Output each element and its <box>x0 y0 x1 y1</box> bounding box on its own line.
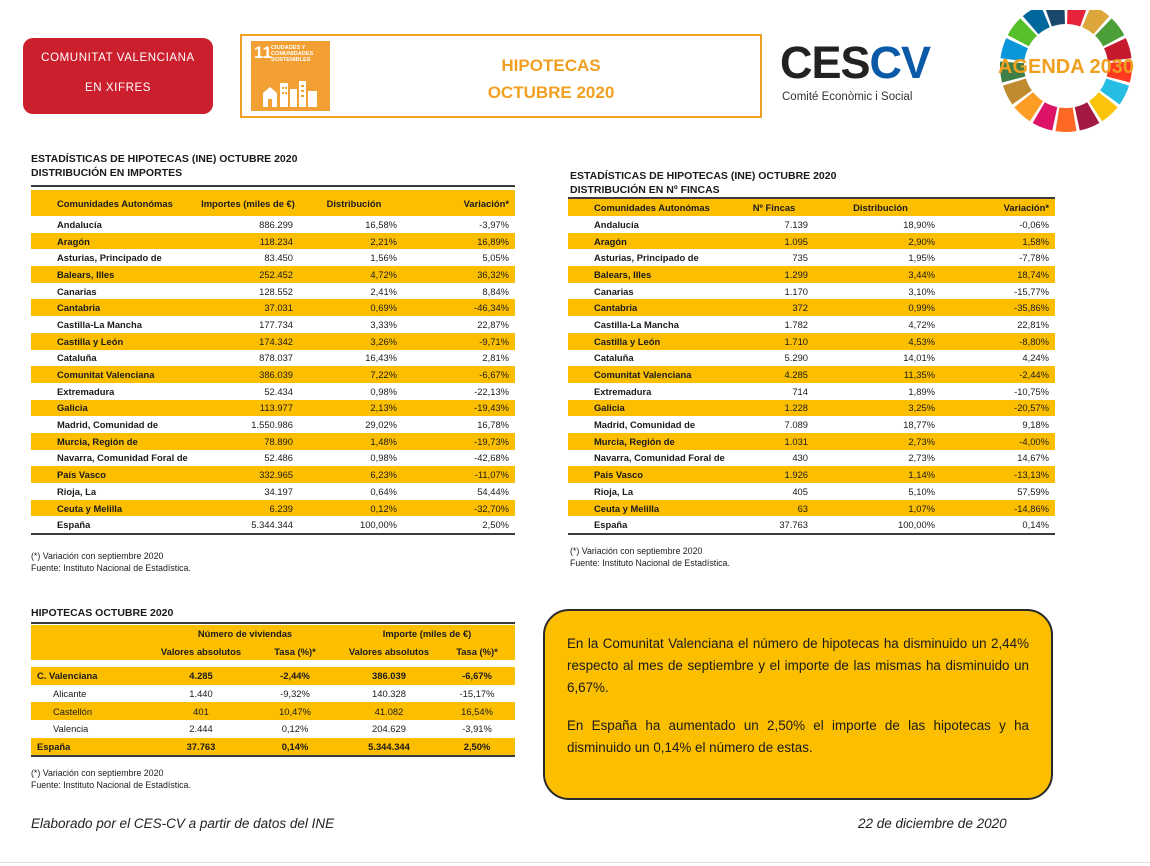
importes-table <box>31 190 515 535</box>
value-cell: 0,99% <box>820 299 941 316</box>
table-row <box>31 466 515 483</box>
table-row <box>568 450 1055 467</box>
table-row <box>31 316 515 333</box>
table-row <box>31 450 515 467</box>
region-cell: Cantabria <box>31 299 191 316</box>
value-cell: 9,18% <box>1022 419 1049 431</box>
value-cell: 3,25% <box>820 400 941 417</box>
value-cell: -19,43% <box>403 400 515 417</box>
value-cell: 2,41% <box>370 285 397 297</box>
table-row <box>568 283 1055 300</box>
region-cell: Murcia, Región de <box>568 433 728 450</box>
value-cell: 177.734 <box>259 318 293 330</box>
value-cell: -10,75% <box>1014 385 1049 397</box>
table-row <box>31 249 515 266</box>
value-cell: -42,68% <box>474 452 509 464</box>
region-cell: Ceuta y Melilla <box>568 500 728 517</box>
value-cell: 52.434 <box>264 385 293 397</box>
table-row <box>568 400 1055 417</box>
region-cell: Castilla y León <box>568 333 728 350</box>
hipotecas-notes: (*) Variación con septiembre 2020 Fuente: Instituto Nacional de Estadística. <box>31 768 191 790</box>
region-cell: País Vasco <box>568 466 728 483</box>
region-cell: Cantabria <box>568 299 728 316</box>
region-cell: Castilla y León <box>31 333 191 350</box>
value-cell: 1.031 <box>728 433 820 450</box>
value-cell: 4,72% <box>305 266 403 283</box>
value-cell: 430 <box>792 452 808 464</box>
value-cell: -7,78% <box>1019 252 1049 264</box>
value-cell: 54,44% <box>477 485 509 497</box>
value-cell: 4,72% <box>908 318 935 330</box>
page-title: HIPOTECAS <box>501 56 601 75</box>
col-header: Comunidades Autonómas <box>31 190 191 216</box>
fincas-table <box>568 199 1055 535</box>
table-row <box>31 400 515 417</box>
value-cell: 22,87% <box>477 318 509 330</box>
value-cell: 1,56% <box>370 252 397 264</box>
value-cell: 2,73% <box>820 433 941 450</box>
value-cell: 1,07% <box>820 500 941 517</box>
value-cell: 1,58% <box>941 233 1055 250</box>
value-cell: 2,50% <box>403 516 515 534</box>
importes-top-rule <box>31 185 515 187</box>
hipotecas-section-title: HIPOTECAS OCTUBRE 2020 <box>31 607 174 619</box>
table-row: Castellón 401 10,47% 41.082 16,54% <box>31 702 515 720</box>
table-row <box>31 283 515 300</box>
value-cell: 2,81% <box>482 352 509 364</box>
table-row <box>568 350 1055 367</box>
value-cell: 174.342 <box>191 333 305 350</box>
sdg-11-icon: 11 CIUDADES Y COMUNIDADES SOSTENIBLES <box>251 41 330 111</box>
value-cell: 886.299 <box>259 218 293 230</box>
value-cell: 52.486 <box>264 452 293 464</box>
table-row: España 37.763 0,14% 5.344.344 2,50% <box>31 738 515 757</box>
value-cell: 2,21% <box>305 233 403 250</box>
value-cell: 83.450 <box>264 252 293 264</box>
value-cell: 0,12% <box>305 500 403 517</box>
value-cell: 3,33% <box>370 318 397 330</box>
sdg-wheel-segment <box>1055 107 1076 132</box>
value-cell: 4,53% <box>820 333 941 350</box>
col-header: Nº Fincas <box>728 199 820 216</box>
region-cell: Andalucía <box>57 218 102 230</box>
value-cell: 714 <box>792 385 808 397</box>
region-cell: Castilla-La Mancha <box>57 318 142 330</box>
region-cell: Balears, Illes <box>31 266 191 283</box>
table-row <box>31 500 515 517</box>
value-cell: 5,10% <box>908 485 935 497</box>
region-cell: Asturias, Principado de <box>594 252 699 264</box>
region-cell: Navarra, Comunidad Foral de <box>594 452 725 464</box>
value-cell: 8,84% <box>482 285 509 297</box>
cescv-logo-subtitle: Comité Econòmic i Social <box>782 91 913 103</box>
table-row <box>568 416 1055 433</box>
table-row <box>568 249 1055 266</box>
value-cell: -22,13% <box>474 385 509 397</box>
value-cell: 37.763 <box>728 516 820 534</box>
region-cell: Comunitat Valenciana <box>568 366 728 383</box>
table-row <box>31 366 515 383</box>
table-row <box>568 500 1055 517</box>
sub-header: Tasa (%)* <box>251 643 339 661</box>
table-row <box>31 216 515 233</box>
hipotecas-table <box>31 625 515 757</box>
value-cell: 113.977 <box>191 400 305 417</box>
table-row <box>31 333 515 350</box>
table-row <box>31 233 515 250</box>
value-cell: -46,34% <box>403 299 515 316</box>
col-header: Variación* <box>403 190 515 216</box>
value-cell: 36,32% <box>403 266 515 283</box>
value-cell: -6,67% <box>403 366 515 383</box>
value-cell: 57,59% <box>1017 485 1049 497</box>
region-cell: Balears, Illes <box>568 266 728 283</box>
value-cell: -8,80% <box>941 333 1055 350</box>
badge-line-1: COMUNITAT VALENCIANA <box>41 52 195 64</box>
value-cell: 37.031 <box>191 299 305 316</box>
fincas-section-title: ESTADÍSTICAS DE HIPOTECAS (INE) OCTUBRE 2020 DISTRIBUCIÓN EN Nº FINCAS <box>570 170 837 196</box>
sub-header: Tasa (%)* <box>439 643 515 661</box>
value-cell: 1.926 <box>728 466 820 483</box>
title-box <box>240 34 762 118</box>
value-cell: 1.550.986 <box>251 419 293 431</box>
region-cell: Aragón <box>31 233 191 250</box>
value-cell: 5.344.344 <box>191 516 305 534</box>
value-cell: 1.782 <box>784 318 808 330</box>
value-cell: -20,57% <box>941 400 1055 417</box>
table-row <box>568 383 1055 400</box>
value-cell: -11,07% <box>403 466 515 483</box>
table-row <box>568 216 1055 233</box>
value-cell: 332.965 <box>191 466 305 483</box>
footer-source: Elaborado por el CES-CV a partir de datos del INE <box>31 816 335 831</box>
region-cell: País Vasco <box>31 466 191 483</box>
value-cell: 3,44% <box>820 266 941 283</box>
value-cell: 1.170 <box>784 285 808 297</box>
table-row <box>568 466 1055 483</box>
sub-header: Valores absolutos <box>339 643 439 661</box>
col-header: Distribución <box>820 199 941 216</box>
value-cell: 16,58% <box>365 218 397 230</box>
value-cell: -9,71% <box>403 333 515 350</box>
table-row <box>568 316 1055 333</box>
region-cell: España <box>568 516 728 534</box>
importes-section-title: ESTADÍSTICAS DE HIPOTECAS (INE) OCTUBRE 2020 DISTRIBUCIÓN EN IMPORTES <box>31 153 298 179</box>
value-cell: 78.890 <box>191 433 305 450</box>
summary-paragraph-2: En España ha aumentado un 2,50% el importe de las hipotecas y ha disminuido un 0,14% el número de estas. <box>567 718 1029 755</box>
value-cell: 18,77% <box>903 419 935 431</box>
table-row <box>31 266 515 283</box>
value-cell: 0,98% <box>370 452 397 464</box>
value-cell: 22,81% <box>1017 318 1049 330</box>
importes-notes: (*) Variación con septiembre 2020 Fuente: Instituto Nacional de Estadística. <box>31 551 191 573</box>
value-cell: 7.139 <box>784 218 808 230</box>
region-cell: Extremadura <box>57 385 115 397</box>
table-row <box>568 266 1055 283</box>
value-cell: 16,89% <box>403 233 515 250</box>
region-cell: Madrid, Comunidad de <box>594 419 696 431</box>
region-cell: Ceuta y Melilla <box>31 500 191 517</box>
page-subtitle: OCTUBRE 2020 <box>487 83 615 102</box>
region-cell: Comunitat Valenciana <box>31 366 191 383</box>
badge-line-2: EN XIFRES <box>84 82 152 94</box>
table-row <box>31 350 515 367</box>
value-cell: 29,02% <box>365 419 397 431</box>
region-cell: Castilla-La Mancha <box>594 318 679 330</box>
value-cell: 14,67% <box>1017 452 1049 464</box>
region-cell: Rioja, La <box>594 485 634 497</box>
value-cell: 18,90% <box>903 218 935 230</box>
region-cell: Asturias, Principado de <box>57 252 162 264</box>
col-header: Comunidades Autonómas <box>568 199 728 216</box>
value-cell: 16,43% <box>365 352 397 364</box>
value-cell: -2,44% <box>941 366 1055 383</box>
table-row <box>31 299 515 316</box>
table-row <box>31 433 515 450</box>
value-cell: 1,95% <box>908 252 935 264</box>
value-cell: 252.452 <box>191 266 305 283</box>
region-cell: Galicia <box>568 400 728 417</box>
value-cell: 372 <box>728 299 820 316</box>
group-header: Número de viviendas <box>151 625 339 643</box>
table-row: C. Valenciana 4.285 -2,44% 386.039 -6,67% <box>31 667 515 685</box>
value-cell: 0,69% <box>305 299 403 316</box>
hipotecas-top-rule <box>31 622 515 624</box>
region-cell: Murcia, Región de <box>31 433 191 450</box>
value-cell: 1,14% <box>820 466 941 483</box>
col-header: Distribución <box>305 190 403 216</box>
region-cell: Andalucía <box>594 218 639 230</box>
agenda-2030-logo <box>988 10 1144 132</box>
table-row <box>31 483 515 500</box>
value-cell: -0,06% <box>1019 218 1049 230</box>
region-cell: Canarias <box>57 285 97 297</box>
value-cell: -19,73% <box>403 433 515 450</box>
col-header: Importes (miles de €) <box>191 190 305 216</box>
value-cell: -15,77% <box>1014 285 1049 297</box>
value-cell: 1.228 <box>728 400 820 417</box>
value-cell: 7,22% <box>305 366 403 383</box>
region-cell: Cataluña <box>57 352 97 364</box>
value-cell: 2,13% <box>305 400 403 417</box>
value-cell: -35,86% <box>941 299 1055 316</box>
agenda-2030-text: AGENDA 2030 <box>998 56 1134 78</box>
value-cell: -3,97% <box>479 218 509 230</box>
value-cell: 5,05% <box>482 252 509 264</box>
value-cell: 3,26% <box>305 333 403 350</box>
value-cell: 735 <box>792 252 808 264</box>
value-cell: 118.234 <box>191 233 305 250</box>
value-cell: 2,73% <box>908 452 935 464</box>
value-cell: 128.552 <box>259 285 293 297</box>
col-header: Variación* <box>941 199 1055 216</box>
value-cell: 0,98% <box>370 385 397 397</box>
table-row <box>568 433 1055 450</box>
value-cell: 2,90% <box>820 233 941 250</box>
value-cell: 1.095 <box>728 233 820 250</box>
value-cell: 0,64% <box>370 485 397 497</box>
value-cell: 3,10% <box>908 285 935 297</box>
value-cell: 405 <box>792 485 808 497</box>
table-row <box>568 333 1055 350</box>
value-cell: 34.197 <box>264 485 293 497</box>
table-row <box>568 366 1055 383</box>
table-row <box>31 416 515 433</box>
value-cell: 6,23% <box>305 466 403 483</box>
table-row <box>31 383 515 400</box>
value-cell: 63 <box>728 500 820 517</box>
value-cell: 878.037 <box>259 352 293 364</box>
value-cell: 386.039 <box>191 366 305 383</box>
region-cell: Cataluña <box>594 352 634 364</box>
table-row <box>568 299 1055 316</box>
value-cell: 11,35% <box>820 366 941 383</box>
region-badge <box>23 38 213 114</box>
value-cell: 5.290 <box>784 352 808 364</box>
table-row <box>568 233 1055 250</box>
fincas-notes: (*) Variación con septiembre 2020 Fuente: Instituto Nacional de Estadística. <box>570 546 730 568</box>
value-cell: 1.710 <box>728 333 820 350</box>
city-buildings-icon <box>261 79 319 107</box>
table-row <box>568 483 1055 500</box>
summary-paragraph-1: En la Comunitat Valenciana el número de hipotecas ha disminuido un 2,44% respecto al mes de septiembre y el importe de las mismas ha disminuido un 6,67%. <box>567 636 1029 695</box>
value-cell: 18,74% <box>941 266 1055 283</box>
bottom-rule <box>0 862 1150 863</box>
region-cell: Canarias <box>594 285 634 297</box>
table-row <box>31 516 515 534</box>
value-cell: 100,00% <box>305 516 403 534</box>
value-cell: -32,70% <box>403 500 515 517</box>
value-cell: 7.089 <box>784 419 808 431</box>
table-row: Valencia 2.444 0,12% 204.629 -3,91% <box>53 723 492 735</box>
summary-callout <box>543 609 1053 800</box>
table-row: Alicante 1.440 -9,32% 140.328 -15,17% <box>53 688 495 700</box>
value-cell: 6.239 <box>191 500 305 517</box>
region-cell: Madrid, Comunidad de <box>57 419 159 431</box>
value-cell: -4,00% <box>941 433 1055 450</box>
region-cell: Aragón <box>568 233 728 250</box>
sub-header: Valores absolutos <box>151 643 251 661</box>
value-cell: -14,86% <box>941 500 1055 517</box>
group-header: Importe (miles de €) <box>339 625 515 643</box>
value-cell: 4,24% <box>1022 352 1049 364</box>
value-cell: 1.299 <box>728 266 820 283</box>
value-cell: -13,13% <box>941 466 1055 483</box>
value-cell: 16,78% <box>477 419 509 431</box>
footer-date: 22 de diciembre de 2020 <box>858 816 1007 831</box>
value-cell: 100,00% <box>820 516 941 534</box>
region-cell: Rioja, La <box>57 485 97 497</box>
cescv-logo: CESCV Comité Econòmic i Social <box>780 37 931 103</box>
value-cell: 14,01% <box>903 352 935 364</box>
table-row <box>568 516 1055 534</box>
region-cell: España <box>31 516 191 534</box>
region-cell: Galicia <box>31 400 191 417</box>
value-cell: 0,14% <box>941 516 1055 534</box>
region-cell: Navarra, Comunidad Foral de <box>57 452 188 464</box>
region-cell: Extremadura <box>594 385 652 397</box>
value-cell: 1,89% <box>908 385 935 397</box>
value-cell: 1,48% <box>305 433 403 450</box>
value-cell: 4.285 <box>728 366 820 383</box>
